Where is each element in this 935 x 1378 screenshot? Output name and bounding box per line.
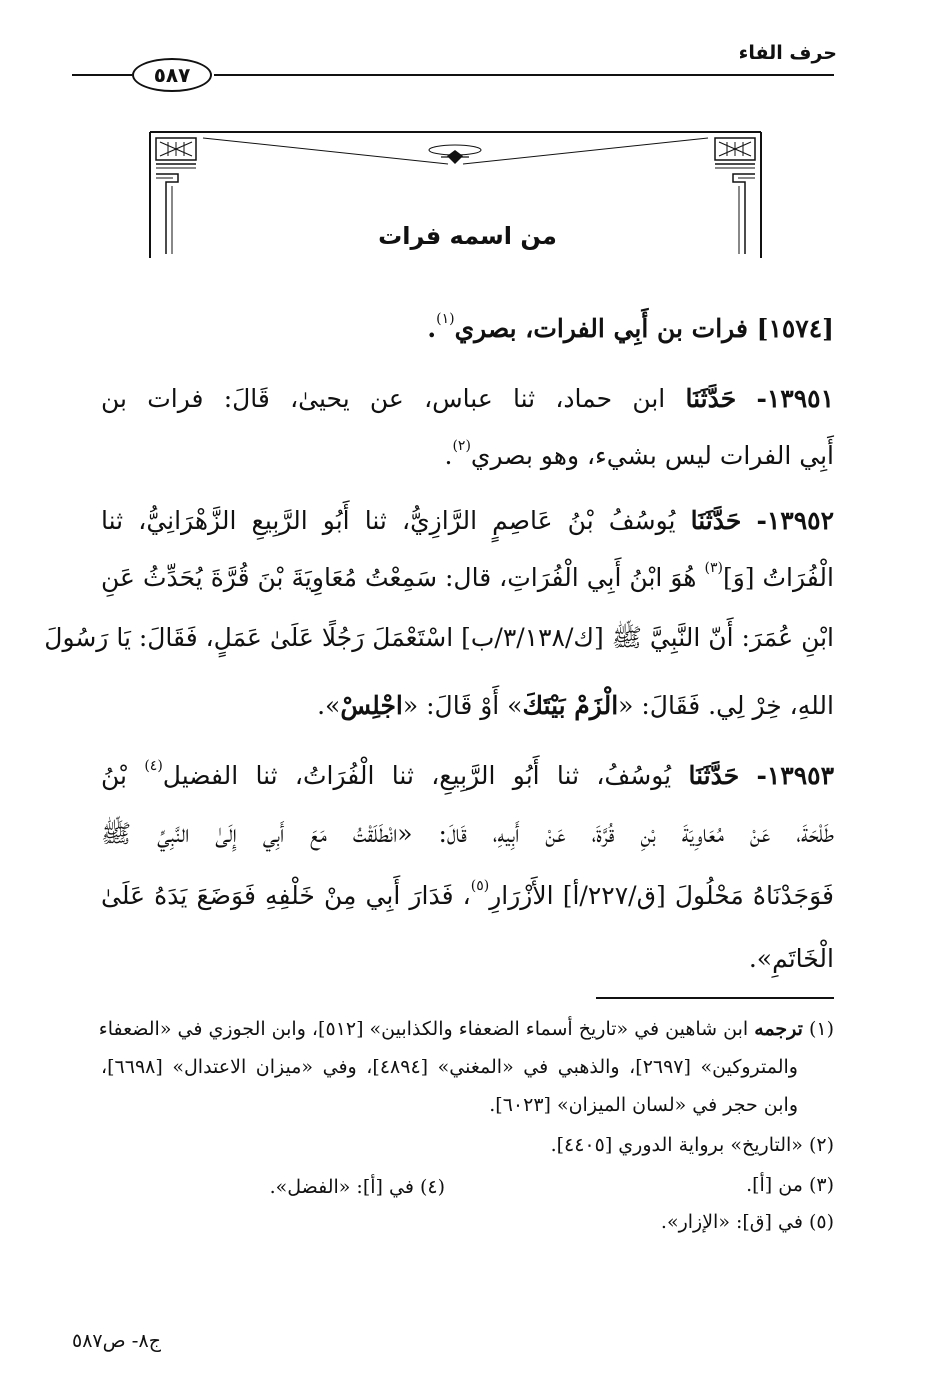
hadith-text: أَبِي الفرات ليس بشيء، وهو بصري xyxy=(470,441,834,470)
entry-heading xyxy=(101,311,834,343)
hadith-number: ١٣٩٥١- xyxy=(756,384,834,413)
hadith-13953-line-3 xyxy=(101,878,835,910)
hadith-text: هُوَ ابْنُ أَبِي الْفُرَاتِ، قال: سَمِعْتُ مُعَاوِيَةَ بْنَ قُرَّةَ يُحَدِّثُ عَنِ xyxy=(101,563,697,592)
hadith-quote: اجْلِسْ xyxy=(340,691,403,720)
hadith-text: ابن حماد، ثنا عباس، عن يحيىٰ، قَالَ: فرات بن xyxy=(101,384,666,413)
footnote-4: (٤) في [أ]: «الفضل». xyxy=(269,1176,445,1198)
hadith-13952-line-2 xyxy=(101,560,834,592)
header-rule-right xyxy=(214,74,834,76)
footnote-1-line-1 xyxy=(98,1018,834,1040)
hadith-text: فَوَجَدْنَاهُ مَحْلُولَ [ق/٢٢٧/أ] الأَزْرَارِ xyxy=(489,881,835,910)
hadith-text: يُوسُفُ، ثنا أَبُو الرَّبِيعِ، ثنا الْفُرَاتُ، ثنا الفضيل xyxy=(162,761,672,790)
footnote-text: ابن شاهين في «تاريخ أسماء الضعفاء والكذابين» [٥١٢]، وابن الجوزي في «الضعفاء xyxy=(98,1018,749,1040)
footnote-mark: (٢) xyxy=(452,438,471,454)
hadith-text: بْنُ xyxy=(101,761,127,790)
footnote-mark: (٣) xyxy=(704,560,723,576)
hadith-13953-line-2: طَلْحَةَ، عَنْ مُعَاوِيَةَ بْنِ قُرَّةَ، عَنْ أَبِيهِ، قَالَ: «انْطَلَقْتُ مَعَ أَبِي إِلَىٰ النَّبِيِّ ﷺ xyxy=(101,819,834,848)
hadith-text-end: . xyxy=(444,441,453,470)
footnote-1-line-3: وابن حجر في «لسان الميزان» [٦٠٢٣]. xyxy=(489,1094,798,1116)
hadith-transmission-word: حَدَّثَنَا xyxy=(685,384,737,413)
hadith-13952-line-4 xyxy=(101,693,834,718)
footnote-keyword: ترجمه xyxy=(754,1018,803,1040)
footnote-2: (٢) «التاريخ» برواية الدوري [٤٤٠٥]. xyxy=(550,1134,834,1156)
section-title: من اسمه فرات xyxy=(378,222,557,250)
entry-heading-text: [١٥٧٤] فرات بن أَبِي الفرات، بصري xyxy=(454,314,834,343)
page-number-badge xyxy=(132,58,212,92)
hadith-text: يُوسُفُ بْنُ عَاصِمٍ الرَّازِيُّ، ثنا أَبُو الرَّبِيعِ الزَّهْرَانِيُّ، ثنا xyxy=(101,506,676,535)
footnote-5: (٥) في [ق]: «الإزار». xyxy=(660,1211,834,1233)
footnote-1-line-2: والمتروكين» [٢٦٩٧]، والذهبي في «المغني» [٤٨٩٤]، وفي «ميزان الاعتدال» [٦٦٩٨]، xyxy=(101,1056,798,1078)
entry-heading-end: . xyxy=(427,314,437,343)
hadith-transmission-word: حَدَّثَنَا xyxy=(690,506,742,535)
hadith-transmission-word: حَدَّثَنَا xyxy=(688,761,740,790)
hadith-text: ». xyxy=(317,691,341,720)
hadith-13952-line-1 xyxy=(101,508,834,533)
footnote-mark: (٥) xyxy=(470,878,490,894)
hadith-text: اللهِ، خِرْ لِي. فَقَالَ: « xyxy=(618,691,834,720)
footnote-3: (٣) من [أ]. xyxy=(746,1174,834,1196)
hadith-number: ١٣٩٥٢- xyxy=(756,506,835,535)
hadith-13953-line-1 xyxy=(101,758,835,790)
hadith-13952-line-3: ابْنِ عُمَرَ: أَنّ النَّبِيَّ ﷺ [ك/٣/١٣٨/ب] اسْتَعْمَلَ رَجُلًا عَلَىٰ عَمَلٍ، فَقَالَ: يَا رَسُولَ xyxy=(44,623,834,652)
footnote-mark: (١) xyxy=(436,311,455,327)
hadith-text: » أَوْ قَالَ: « xyxy=(402,691,523,720)
centre-ornament xyxy=(429,145,481,164)
footnote-number: (١) xyxy=(808,1018,834,1040)
hadith-quote: الْزَمْ بَيْتَكَ xyxy=(522,691,619,720)
page-number: ٥٨٧ xyxy=(153,63,191,87)
volume-page-reference: ج٨- ص٥٨٧ xyxy=(72,1330,161,1352)
chapter-title: حرف الفاء xyxy=(738,42,837,64)
hadith-text: ، فَدَارَ أَبِي مِنْ خَلْفِهِ فَوَضَعَ يَدَهُ عَلَىٰ xyxy=(101,881,471,910)
hadith-13953-line-4: الْخَاتَمِ». xyxy=(748,944,834,973)
footnote-separator xyxy=(596,997,834,999)
hadith-text: الْفُرَاتُ [وَ] xyxy=(722,563,834,592)
header-rule-left xyxy=(72,74,132,76)
hadith-13951-line-2 xyxy=(101,438,834,470)
hadith-number: ١٣٩٥٣- xyxy=(756,761,835,790)
footnote-mark: (٤) xyxy=(144,758,163,774)
hadith-13951-line-1 xyxy=(101,386,834,411)
